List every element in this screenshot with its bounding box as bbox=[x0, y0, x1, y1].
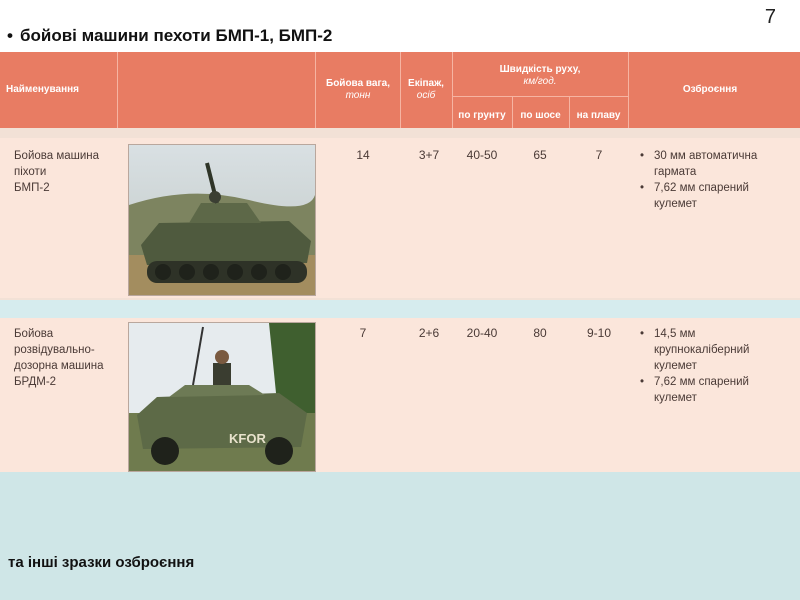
name-line: Бойова bbox=[14, 328, 54, 340]
brdm2-photo bbox=[128, 322, 316, 472]
name-line: розвідувально- bbox=[14, 344, 95, 356]
row-separator bbox=[0, 300, 800, 318]
table-header bbox=[0, 52, 800, 128]
name-line: піхоти bbox=[14, 166, 47, 178]
name-line: дозорна машина bbox=[14, 360, 104, 372]
vehicle-name bbox=[14, 326, 104, 390]
weapons-table bbox=[0, 52, 800, 472]
header-crew bbox=[402, 78, 450, 102]
vehicle-name bbox=[14, 148, 99, 196]
bmp2-photo bbox=[128, 144, 316, 296]
header-weight bbox=[318, 78, 398, 102]
armament-item: • 7,62 мм спарений кулемет bbox=[640, 374, 770, 406]
header-weight-title: Бойова вага, bbox=[326, 78, 390, 89]
speed-ground-value: 40-50 bbox=[466, 148, 498, 162]
vehicle-marking: KFOR bbox=[229, 431, 266, 446]
speed-road-value: 65 bbox=[533, 148, 547, 162]
table-row bbox=[0, 138, 800, 298]
armament-list bbox=[640, 148, 780, 212]
name-line: БРДМ-2 bbox=[14, 376, 57, 388]
header-weight-unit: тонн bbox=[345, 90, 371, 101]
header-speed-water: на плаву bbox=[576, 110, 621, 121]
weight-value: 7 bbox=[359, 326, 367, 340]
speed-water-value: 9-10 bbox=[586, 326, 612, 340]
crew-value: 3+7 bbox=[418, 148, 440, 162]
name-line: Бойова машина bbox=[14, 150, 100, 162]
header-speed bbox=[452, 64, 628, 88]
header-crew-unit: осіб bbox=[416, 90, 436, 101]
slide-heading bbox=[0, 26, 332, 46]
crew-value: 2+6 bbox=[418, 326, 440, 340]
bullet-icon: • bbox=[7, 26, 13, 45]
header-speed-title: Швидкість руху, bbox=[499, 64, 581, 75]
name-line: БМП-2 bbox=[14, 182, 50, 194]
header-armament: Озброєння bbox=[682, 84, 738, 95]
header-name: Найменування bbox=[6, 84, 79, 95]
armament-item: • 14,5 мм крупнокаліберний кулемет bbox=[640, 326, 770, 374]
slide-number: 7 bbox=[764, 6, 776, 28]
armament-item: • 7,62 мм спарений кулемет bbox=[640, 180, 780, 212]
header-speed-unit: км/год. bbox=[523, 76, 557, 87]
slide-footer: та інші зразки озброєння bbox=[8, 554, 195, 571]
speed-ground-value: 20-40 bbox=[466, 326, 498, 340]
weight-value: 14 bbox=[356, 148, 370, 162]
heading-text: бойові машини пехоти БМП-1, БМП-2 bbox=[20, 26, 333, 45]
armament-item: • 30 мм автоматична гармата bbox=[640, 148, 780, 180]
bottom-band bbox=[0, 472, 800, 600]
speed-road-value: 80 bbox=[533, 326, 547, 340]
header-speed-ground: по грунту bbox=[458, 110, 506, 121]
header-crew-title: Екіпаж, bbox=[408, 78, 444, 89]
header-speed-road: по шосе bbox=[520, 110, 561, 121]
armament-list bbox=[640, 326, 770, 406]
speed-water-value: 7 bbox=[595, 148, 603, 162]
table-row bbox=[0, 318, 800, 472]
